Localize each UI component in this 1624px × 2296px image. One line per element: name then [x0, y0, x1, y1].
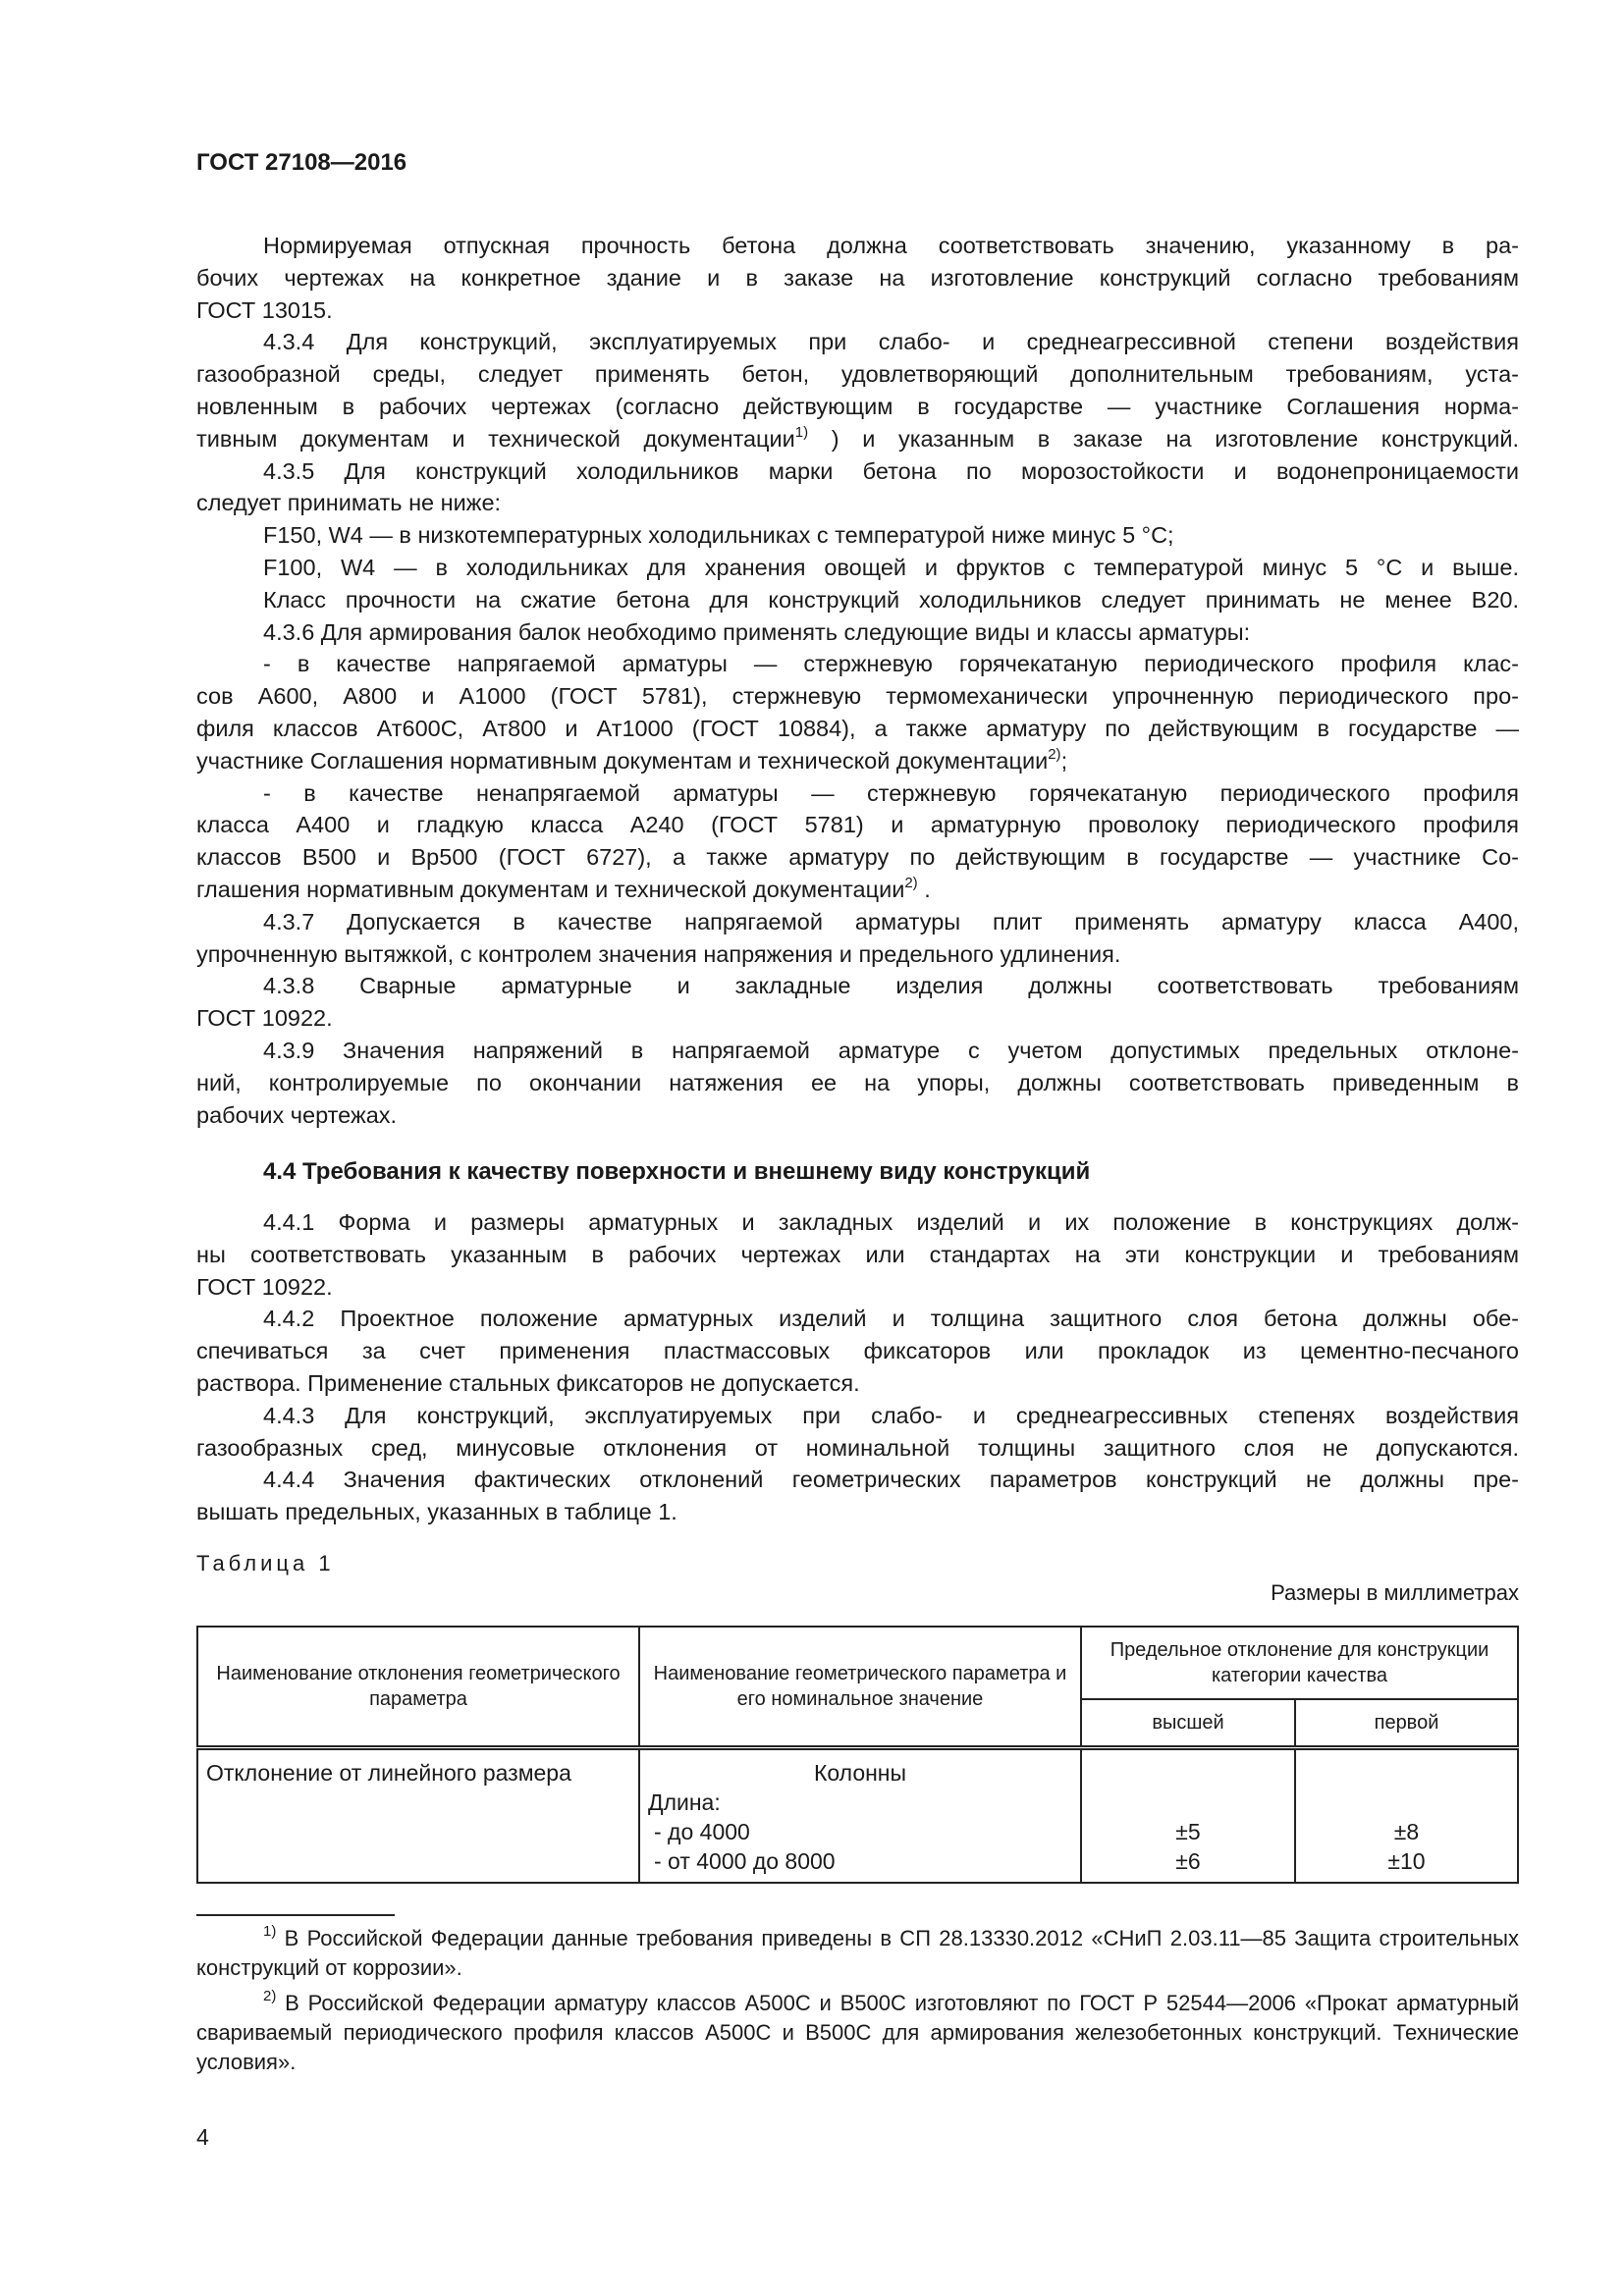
footnote-ref: 2) — [1048, 745, 1061, 763]
document-header: ГОСТ 27108—2016 — [196, 149, 407, 176]
text-line: класса А400 и гладкую класса А240 (ГОСТ 5781) и арматурную проволоку периодического профиля — [196, 812, 1519, 838]
footnote-ref: 2) — [904, 874, 918, 891]
footnote-text: В Российской Федерации данные требования приведены в СП 28.13330.2012 «СНиП 2.03.11—85 Защита строительных конструкций от коррозии». — [196, 1926, 1519, 1980]
footnote — [196, 1989, 1519, 2077]
paragraph — [196, 1464, 1519, 1528]
cell-parameter — [639, 1748, 1081, 1884]
footnote-mark: 2) — [263, 1988, 277, 2004]
table-units: Размеры в миллиметрах — [1271, 1580, 1519, 1605]
table-row — [197, 1748, 1518, 1884]
text-line: Нормируемая отпускная прочность бетона должна соответствовать значению, указанному в ра- — [263, 233, 1519, 258]
footnote-mark: 1) — [263, 1923, 277, 1940]
header-first: первой — [1295, 1699, 1518, 1748]
text-line: 4.4.2 Проектное положение арматурных изделий и толщина защитного слоя бетона должны обе- — [263, 1306, 1519, 1332]
value: ±8 — [1393, 1819, 1420, 1844]
paragraph — [196, 1206, 1519, 1303]
header-highest: высшей — [1081, 1699, 1295, 1748]
text-line: бочих чертежах на конкретное здание и в заказе на изготовление конструкций согласно требованиям — [196, 264, 1519, 291]
text-line: участнике Соглашения нормативным документам и технической документации$^{2)}$; — [196, 745, 1068, 774]
header-parameter-name: Наименование геометрического параметра и его номинальное значение — [639, 1627, 1081, 1748]
cell-param: Длина: — [648, 1789, 721, 1815]
text-line: ны соответствовать указанным в рабочих чертежах или стандартах на эти конструкции и требованиям — [196, 1241, 1519, 1267]
cell-highest — [1081, 1748, 1295, 1884]
page-number: 4 — [196, 2124, 209, 2150]
section-heading: 4.4 Требования к качеству поверхности и внешнему виду конструкций — [263, 1158, 1091, 1185]
text-line: 4.3.4 Для конструкций, эксплуатируемых при слабо- и среднеагрессивной степени воздействия — [263, 329, 1519, 355]
footnote-ref: 1) — [794, 423, 809, 441]
text-line: филя классов Ат600С, Ат800 и Ат1000 (ГОСТ 10884), а также арматуру по действующим в государстве — — [196, 715, 1519, 741]
text-line: 4.3.9 Значения напряжений в напрягаемой арматуре с учетом допустимых предельных отклоне- — [263, 1037, 1519, 1063]
paragraph — [196, 616, 1519, 649]
text-line: газообразной среды, следует применять бетон, удовлетворяющий дополнительным требованиям, уста- — [196, 361, 1519, 388]
text-line: глашения нормативным документам и технической документации$^{2)}$ . — [196, 874, 931, 902]
paragraph — [196, 326, 1519, 454]
header-limit-deviation: Предельное отклонение для конструкции категории качества — [1081, 1627, 1518, 1699]
tolerance-table — [196, 1626, 1519, 1884]
text-line: спечиваться за счет применения пластмассовых фиксаторов или прокладок из цементно-песчаного — [196, 1338, 1519, 1364]
text-line: раствора. Применение стальных фиксаторов не допускается. — [196, 1369, 860, 1396]
body-section-4-4 — [196, 1206, 1519, 1528]
text-line: классов В500 и Вр500 (ГОСТ 6727), а также арматуру по действующим в государстве — участнике Со- — [196, 844, 1519, 871]
cell-first — [1295, 1748, 1518, 1884]
paragraph — [196, 906, 1519, 971]
value: ±5 — [1175, 1819, 1201, 1844]
header-deviation-name: Наименование отклонения геометрического параметра — [197, 1627, 639, 1748]
text-line: ГОСТ 13015. — [196, 296, 333, 323]
text-line: F100, W4 — в холодильниках для хранения овощей и фруктов с температурой минус 5 °С и выше. — [263, 554, 1519, 580]
text-line: тивным документам и технической документации$^{1)}$ ) и указанным в заказе на изготовление конструкций. — [196, 423, 1519, 452]
text-line: ГОСТ 10922. — [196, 1005, 333, 1032]
text-line: - в качестве ненапрягаемой арматуры — стержневую горячекатаную периодического профиля — [263, 779, 1519, 806]
text-line: 4.3.8 Сварные арматурные и закладные изделия должны соответствовать требованиям — [263, 973, 1519, 999]
text-line: 4.4.1 Форма и размеры арматурных и закладных изделий и их положение в конструкциях долж- — [263, 1209, 1519, 1235]
text-line: газообразных сред, минусовые отклонения от номинальной толщины защитного слоя не допускаются. — [196, 1434, 1519, 1461]
body-section-4-3 — [196, 230, 1519, 1131]
text-line: F150, W4 — в низкотемпературных холодильниках с температурой ниже минус 5 °С; — [263, 522, 1174, 549]
cell-group: Колонны — [813, 1760, 907, 1786]
footnote — [196, 1924, 1519, 1983]
text-line: рабочих чертежах. — [196, 1101, 398, 1128]
text-line: ний, контролируемые по окончании натяжения ее на упоры, должны соответствовать приведенным в — [196, 1069, 1519, 1095]
paragraph — [196, 648, 1519, 776]
paragraph — [196, 1400, 1519, 1465]
text-line: - в качестве напрягаемой арматуры — стержневую горячекатаную периодического профиля клас- — [263, 651, 1519, 677]
paragraph — [196, 519, 1519, 552]
footnotes — [196, 1924, 1519, 2083]
paragraph — [196, 777, 1519, 906]
paragraph — [196, 1303, 1519, 1399]
table-label: Таблица 1 — [196, 1551, 335, 1575]
text-line: 4.3.6 Для армирования балок необходимо применять следующие виды и классы арматуры: — [263, 618, 1251, 645]
value: ±10 — [1387, 1848, 1426, 1874]
footnote-divider — [196, 1914, 395, 1916]
paragraph — [196, 230, 1519, 326]
cell-deviation: Отклонение от линейного размера — [197, 1748, 639, 1884]
text-line: 4.4.3 Для конструкций, эксплуатируемых при слабо- и среднеагрессивных степенях воздействия — [263, 1402, 1519, 1428]
paragraph — [196, 584, 1519, 616]
paragraph — [196, 455, 1519, 520]
text-line: 4.3.5 Для конструкций холодильников марки бетона по морозостойкости и водонепроницаемости — [263, 457, 1519, 484]
paragraph — [196, 552, 1519, 584]
cell-item: - от 4000 до 8000 — [654, 1848, 836, 1874]
value: ±6 — [1175, 1848, 1201, 1874]
text-line: 4.4.4 Значения фактических отклонений геометрических параметров конструкций не должны пре- — [263, 1467, 1519, 1493]
text-line: Класс прочности на сжатие бетона для конструкций холодильников следует принимать не менее В20. — [263, 586, 1519, 613]
paragraph — [196, 1035, 1519, 1131]
text-line: вышать предельных, указанных в таблице 1. — [196, 1499, 677, 1525]
text-line: 4.3.7 Допускается в качестве напрягаемой арматуры плит применять арматуру класса А400, — [263, 908, 1519, 934]
text-line: ГОСТ 10922. — [196, 1273, 333, 1300]
paragraph — [196, 970, 1519, 1035]
text-line: сов А600, А800 и А1000 (ГОСТ 5781), стержневую термомеханически упрочненную периодического про- — [196, 683, 1519, 710]
text-line: упрочненную вытяжкой, с контролем значения напряжения и предельного удлинения. — [196, 940, 1121, 967]
text-line: следует принимать не ниже: — [196, 490, 502, 516]
cell-item: - до 4000 — [654, 1819, 750, 1844]
text-line: новленным в рабочих чертежах (согласно действующим в государстве — участнике Соглашения норма- — [196, 393, 1519, 419]
footnote-text: В Российской Федерации арматуру классов А500С и В500С изготовляют по ГОСТ Р 52544—2006 «Прокат арматурный свариваемый периодического профиля классов А500С и В500С для армирования железобетонных конструкций. Технические условия». — [196, 1991, 1519, 2074]
